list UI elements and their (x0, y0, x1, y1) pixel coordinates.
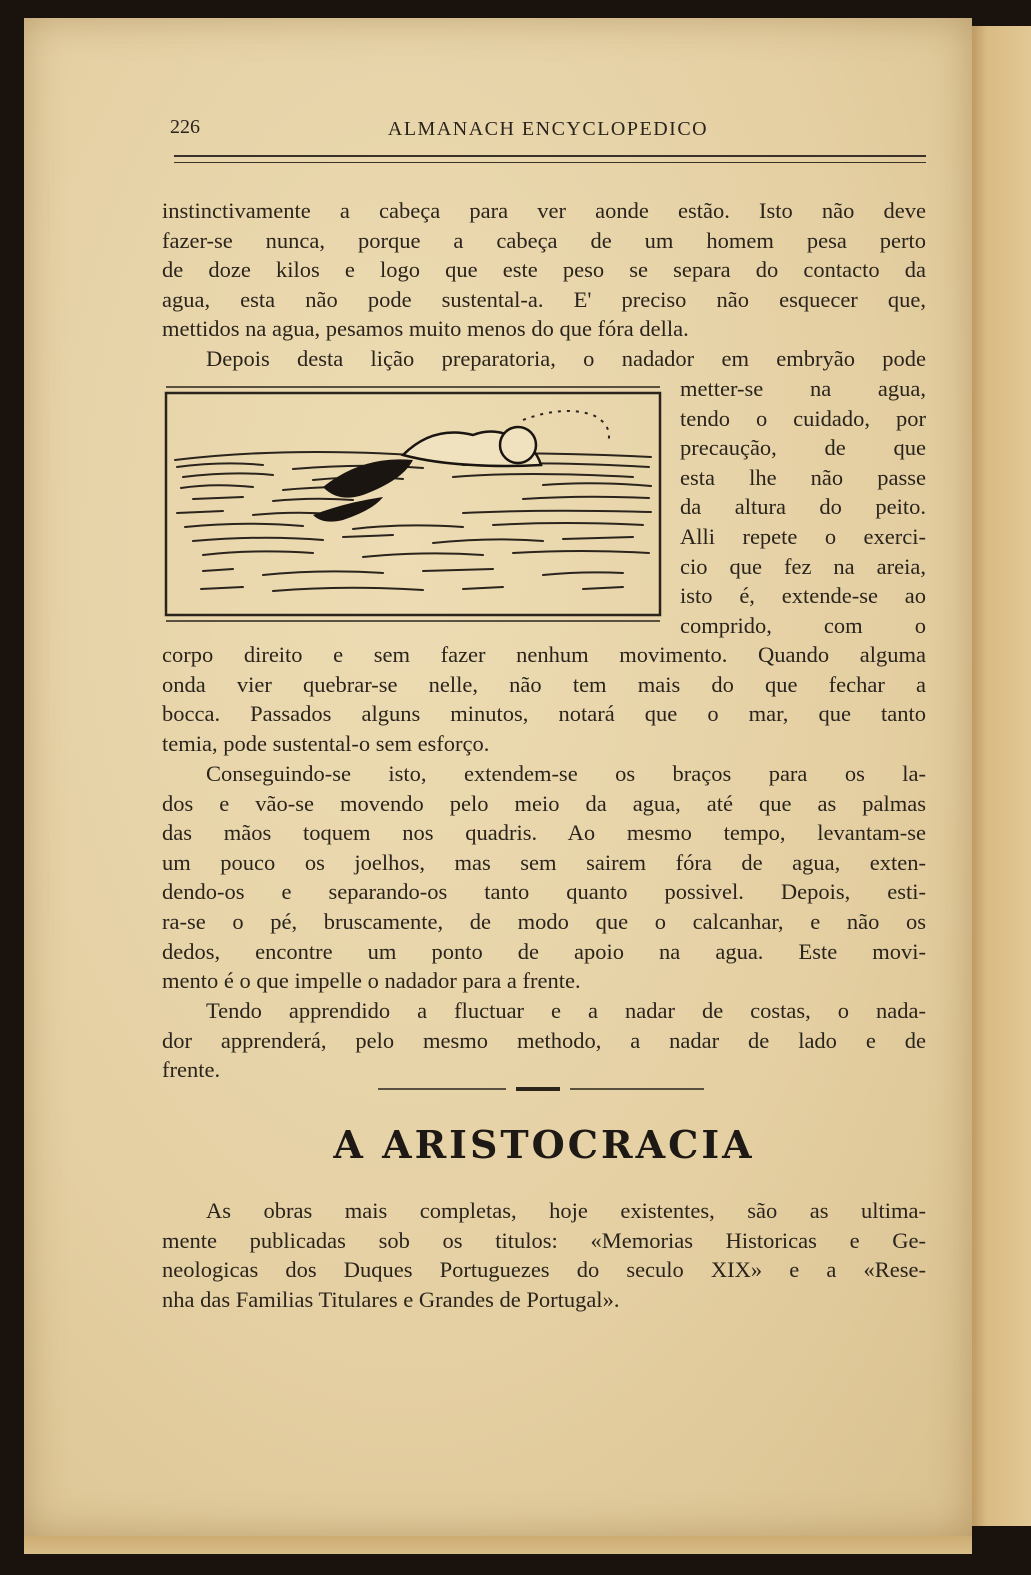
section-title: A ARISTOCRACIA (333, 1122, 755, 1167)
paragraph-2-wrapped-column (680, 374, 926, 640)
paragraph-3 (162, 759, 926, 996)
text-line: isto é, extende-se ao (680, 583, 926, 609)
text-line: de doze kilos e logo que este peso se separa do contacto da (162, 257, 926, 283)
text-line: instinctivamente a cabeça para ver aonde estão. Isto não deve (162, 198, 926, 223)
section-divider (378, 1086, 704, 1092)
text-line: precaução, de que (680, 435, 926, 461)
text-line: neologicas dos Duques Portuguezes do seculo XIX» e a «Rese- (162, 1257, 926, 1283)
section-paragraph (162, 1196, 926, 1314)
text-line: Depois desta lição preparatoria, o nadador em embryão pode (206, 346, 926, 371)
text-line: das mãos toquem nos quadris. Ao mesmo tempo, levantam-se (162, 820, 926, 846)
text-line: frente. (162, 1057, 221, 1083)
page-header (170, 116, 926, 146)
paragraph-2-continuation (162, 640, 926, 758)
text-line: corpo direito e sem fazer nenhum movimento. Quando alguma (162, 642, 926, 667)
text-line: nha das Familias Titulares e Grandes de Portugal». (162, 1286, 620, 1312)
text-line: metter-se na agua, (680, 376, 926, 401)
paragraph-2-intro (162, 344, 926, 374)
text-line: mettidos na agua, pesamos muito menos do que fóra della. (162, 316, 689, 342)
text-line: mente publicadas sob os titulos: «Memorias Historicas e Ge- (162, 1227, 926, 1253)
text-line: dedos, encontre um ponto de apoio na agua. Este movi- (162, 938, 926, 964)
swimmer-floating-illustration-icon (163, 385, 663, 625)
text-line: Tendo apprendido a fluctuar e a nadar de costas, o nada- (206, 998, 926, 1023)
paragraph-4 (162, 996, 926, 1085)
text-line: agua, esta não pode sustental-a. E' preciso não esquecer que, (162, 286, 926, 312)
page-number: 226 (170, 116, 200, 138)
text-line: um pouco os joelhos, mas sem sairem fóra de agua, exten- (162, 849, 926, 875)
text-line: esta lhe não passe (680, 464, 926, 490)
text-line: onda vier quebrar-se nelle, não tem mais do que fechar a (162, 671, 926, 697)
running-title: ALMANACH ENCYCLOPEDICO (387, 118, 709, 140)
text-line: dendo-os e separando-os tanto quanto possivel. Depois, esti- (162, 879, 926, 905)
text-line: cio que fez na areia, (680, 553, 926, 579)
text-line: dor apprenderá, pelo mesmo methodo, a nadar de lado e de (162, 1027, 926, 1053)
text-line: fazer-se nunca, porque a cabeça de um homem pesa perto (162, 227, 926, 253)
text-line: dos e vão-se movendo pelo meio da agua, até que as palmas (162, 790, 926, 816)
text-line: bocca. Passados alguns minutos, notará que o mar, que tanto (162, 701, 926, 727)
header-rule (174, 155, 926, 163)
text-line: comprido, com o (680, 612, 926, 638)
adjacent-page-edge (968, 26, 1031, 1526)
text-line: As obras mais completas, hoje existentes, são as ultima- (206, 1198, 926, 1223)
text-line: Alli repete o exerci- (680, 523, 926, 549)
text-line: tendo o cuidado, por (680, 405, 926, 431)
text-line: temia, pode sustental-o sem esforço. (162, 730, 490, 756)
text-line: ra-se o pé, bruscamente, de modo que o calcanhar, e não os (162, 908, 926, 934)
text-line: Conseguindo-se isto, extendem-se os braços para os la- (206, 761, 926, 786)
text-line: mento é o que impelle o nadador para a frente. (162, 968, 581, 994)
text-line: da altura do peito. (680, 494, 926, 520)
paragraph-1 (162, 196, 926, 344)
